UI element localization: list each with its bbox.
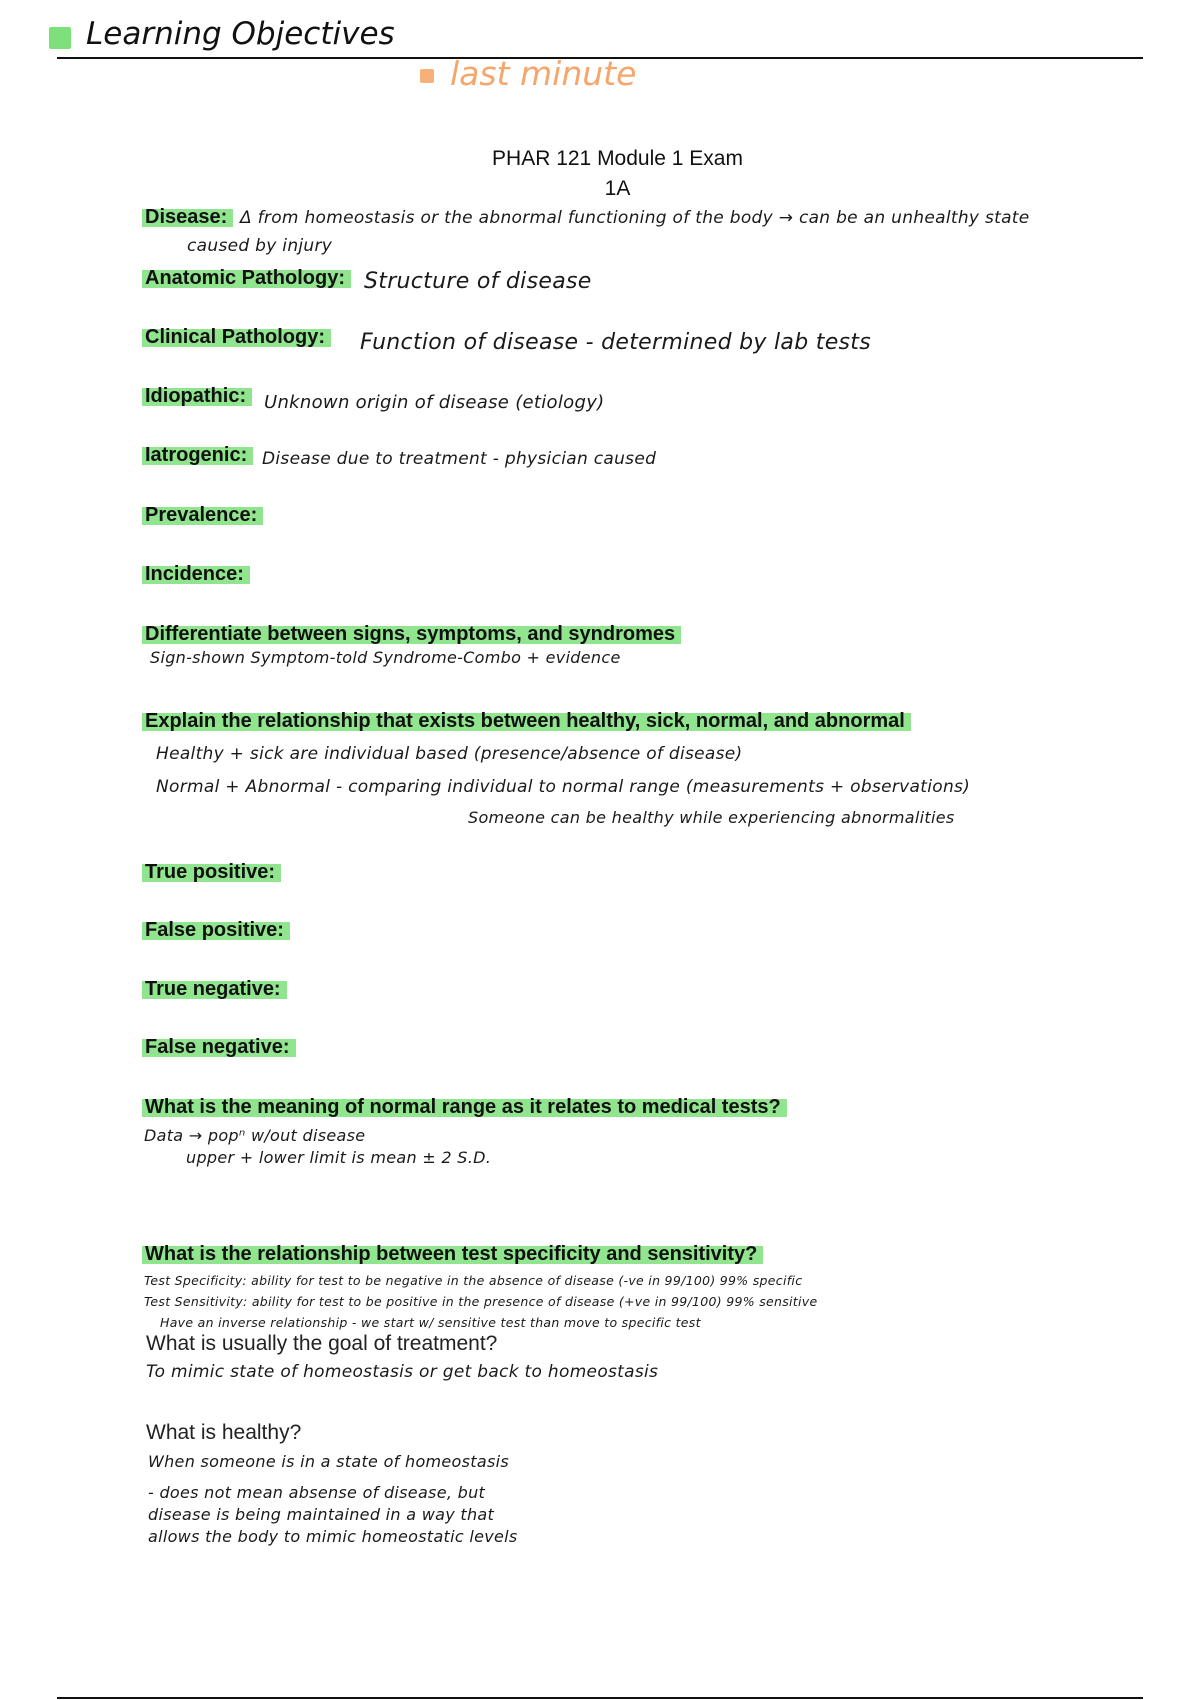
question-goal-of-treatment: What is usually the goal of treatment? [146,1332,498,1355]
label-false-positive: False positive: [142,919,290,942]
page-title: Learning Objectives [86,16,395,52]
note-healthy-4: allows the body to mimic homeostatic levels [148,1527,518,1546]
label-true-negative: True negative: [142,978,287,1001]
note-anatomic-pathology: Structure of disease [364,269,592,294]
label-anatomic-pathology: Anatomic Pathology: [142,267,351,290]
label-signs-symptoms: Differentiate between signs, symptoms, and syndromes [142,623,681,646]
label-disease: Disease: [142,206,233,229]
note-disease-2: caused by injury [187,236,333,256]
document-title: PHAR 121 Module 1 Exam [492,147,743,170]
note-relationship-1: Healthy + sick are individual based (presence/absence of disease) [156,744,743,764]
label-incidence: Incidence: [142,563,250,586]
note-signs-symptoms: Sign-shown Symptom-told Syndrome-Combo + evidence [150,648,621,667]
note-normal-range-2: upper + lower limit is mean ± 2 S.D. [186,1148,492,1167]
note-relationship-3: Someone can be healthy while experiencing abnormalities [468,808,955,827]
note-specificity: Test Specificity: ability for test to be negative in the absence of disease (-ve in 99/100) 99% specific [144,1273,803,1288]
orange-square-icon [420,69,434,83]
note-goal-of-treatment: To mimic state of homeostasis or get back to homeostasis [146,1362,659,1382]
label-relationship: Explain the relationship that exists between healthy, sick, normal, and abnormal [142,710,911,733]
note-healthy-3: disease is being maintained in a way that [148,1505,495,1524]
label-clinical-pathology: Clinical Pathology: [142,326,331,349]
note-iatrogenic: Disease due to treatment - physician caused [262,449,657,469]
last-minute-tag: last minute [450,54,637,93]
note-healthy-2: - does not mean absense of disease, but [148,1483,486,1502]
note-healthy-1: When someone is in a state of homeostasis [148,1452,509,1471]
footer-divider [57,1697,1143,1699]
question-what-is-healthy: What is healthy? [146,1421,302,1444]
label-true-positive: True positive: [142,861,281,884]
label-false-negative: False negative: [142,1036,296,1059]
label-prevalence: Prevalence: [142,504,263,527]
note-normal-range-1: Data → popⁿ w/out disease [144,1126,366,1145]
label-specificity-sensitivity: What is the relationship between test specificity and sensitivity? [142,1243,763,1266]
note-clinical-pathology: Function of disease - determined by lab tests [360,330,871,355]
note-sensitivity: Test Sensitivity: ability for test to be positive in the presence of disease (+ve in 99/100) 99% sensitive [144,1294,818,1309]
note-inverse-relationship: Have an inverse relationship - we start w/ sensitive test than move to specific test [160,1315,701,1330]
label-idiopathic: Idiopathic: [142,385,252,408]
note-idiopathic: Unknown origin of disease (etiology) [264,392,605,413]
document-subtitle: 1A [604,177,631,200]
label-normal-range: What is the meaning of normal range as it relates to medical tests? [142,1096,787,1119]
green-square-icon [49,27,71,49]
note-disease-1: Δ from homeostasis or the abnormal functioning of the body → can be an unhealthy state [240,208,1030,228]
label-iatrogenic: Iatrogenic: [142,444,253,467]
note-relationship-2: Normal + Abnormal - comparing individual to normal range (measurements + observations) [156,777,971,797]
